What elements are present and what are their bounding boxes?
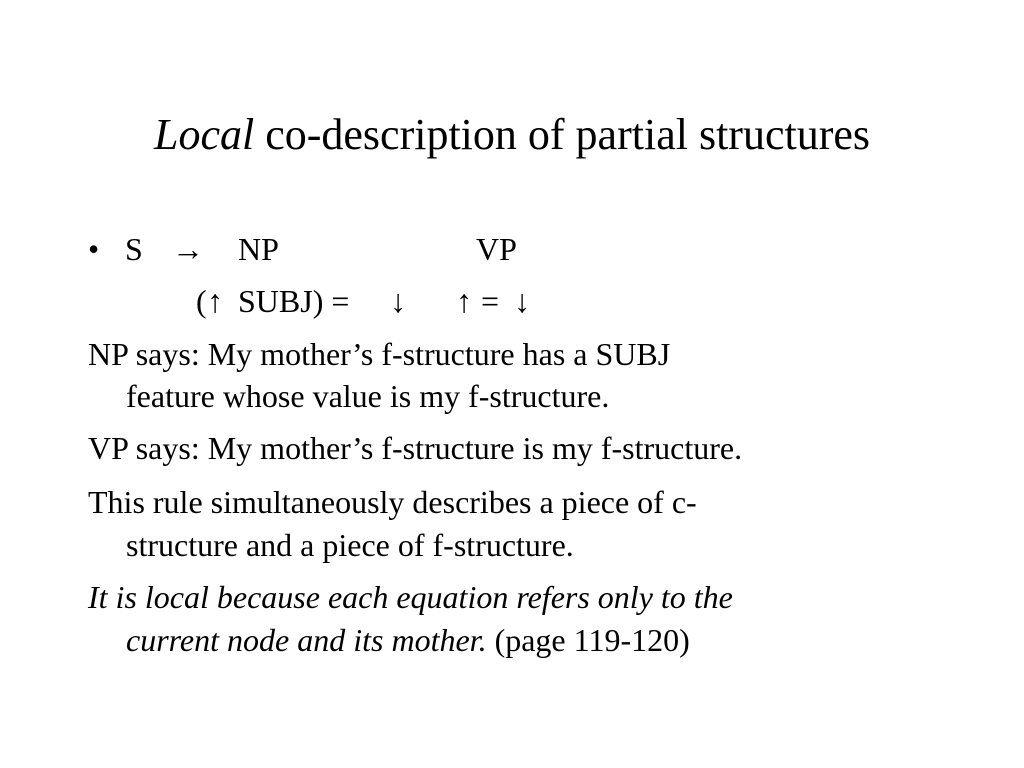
vp-annotation-down-arrow: ↓ xyxy=(514,283,530,319)
local-line2-page-ref: (page 119-120) xyxy=(486,622,690,658)
this-rule-line1: This rule simultaneously describes a piece of c- xyxy=(88,484,697,520)
np-annotation-open: ( xyxy=(196,283,207,319)
np-annotation-up-arrow: ↑ xyxy=(207,283,223,319)
this-rule-line2: structure and a piece of f-structure. xyxy=(126,527,574,563)
local-line2-italic: current node and its mother. xyxy=(126,622,487,658)
rule-np: NP xyxy=(238,231,279,267)
slide-title xyxy=(0,107,1024,163)
title-text: co-description of partial structures xyxy=(254,110,871,159)
local-line2 xyxy=(126,620,690,660)
local-line1: It is local because each equation refers only to the xyxy=(88,579,733,615)
np-annotation-down-arrow: ↓ xyxy=(390,283,406,319)
np-annotation-text: SUBJ) = xyxy=(238,283,350,319)
vp-annotation-equals: = xyxy=(481,283,500,319)
rule-lhs: S xyxy=(125,231,143,267)
bullet: • xyxy=(88,231,100,267)
np-says-line1: NP says: My mother’s f-structure has a SUBJ xyxy=(88,336,671,372)
vp-says-line1: VP says: My mother’s f-structure is my f-structure. xyxy=(88,430,743,466)
title-italic-word: Local xyxy=(153,110,255,159)
np-says-line2: feature whose value is my f-structure. xyxy=(126,378,610,414)
vp-annotation-up-arrow: ↑ xyxy=(456,283,472,319)
rule-arrow: → xyxy=(172,231,204,267)
rule-vp: VP xyxy=(476,231,517,267)
